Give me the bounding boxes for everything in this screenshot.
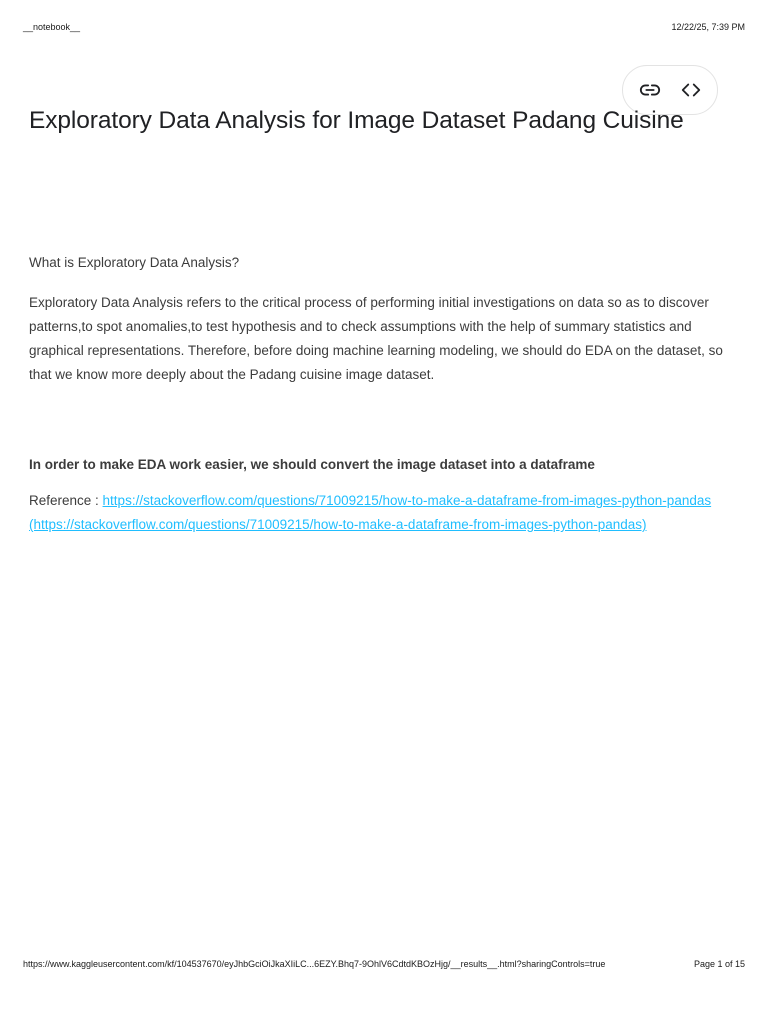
link-icon [639, 79, 661, 101]
page-title: Exploratory Data Analysis for Image Dataset Padang Cuisine [29, 107, 684, 134]
dataframe-note: In order to make EDA work easier, we should convert the image dataset into a dataframe [29, 457, 595, 472]
print-header-title: __notebook__ [23, 22, 81, 32]
embed-code-button[interactable] [674, 73, 708, 107]
eda-question: What is Exploratory Data Analysis? [29, 255, 240, 270]
eda-description: Exploratory Data Analysis refers to the critical process of performing initial investigations on data so as to discover patterns,to spot anomalies,to test hypothesis and to check assumptions with the help of summary statistics and graphical representations. Therefore, before doing machine learning modeling, we should do EDA on the dataset, so that we know more deeply about the Padang cuisine image dataset. [29, 295, 723, 382]
reference-label: Reference : [29, 493, 103, 508]
print-footer-page: Page 1 of 15 [693, 959, 745, 969]
code-icon [680, 79, 702, 101]
reference-link[interactable]: https://stackoverflow.com/questions/71009215/how-to-make-a-dataframe-from-images-python-pandas (https://stackoverflow.com/questions/71009215/how-to-make-a-dataframe-from-images-python-pandas) [29, 493, 712, 532]
print-footer-url: https://www.kaggleusercontent.com/kf/104537670/eyJhbGciOiJkaXIiLC...6EZY.Bhq7-9OhlV6CdtdKBOzHjg/__results__.html?sharingControls=true [23, 959, 606, 969]
copy-link-button[interactable] [633, 73, 667, 107]
print-header-datetime: 12/22/25, 7:39 PM [671, 22, 745, 32]
reference-line [29, 489, 739, 537]
